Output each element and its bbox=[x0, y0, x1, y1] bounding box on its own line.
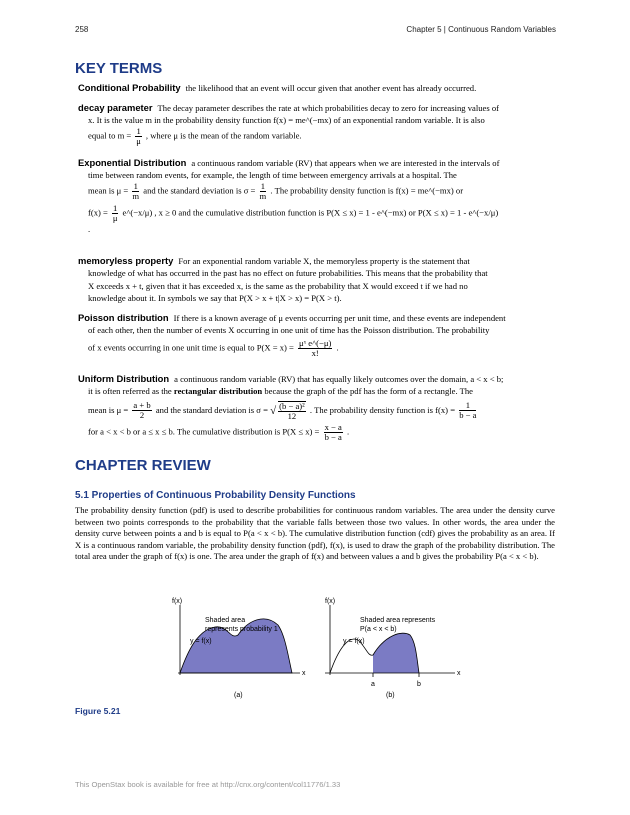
fraction-numerator: 1 bbox=[136, 125, 141, 136]
sqrt-sign: √ bbox=[270, 404, 277, 417]
curve-label-b: y = f(x) bbox=[343, 638, 365, 645]
text-fragment: equal to m = bbox=[88, 130, 132, 141]
chapter-header: Chapter 5 | Continuous Random Variables bbox=[406, 25, 556, 34]
fraction-denominator: μ bbox=[136, 135, 141, 146]
note-a-line2: represents probability 1 bbox=[205, 626, 278, 633]
term-conditional-probability bbox=[78, 82, 552, 94]
term-title: Poisson distribution bbox=[78, 312, 169, 323]
fraction bbox=[278, 401, 306, 421]
text-fragment: and the standard deviation is σ = bbox=[155, 404, 268, 415]
term-title: decay parameter bbox=[78, 102, 153, 113]
fraction bbox=[135, 127, 141, 146]
fraction-numerator: 1 bbox=[459, 401, 476, 411]
fraction-numerator: a + b bbox=[133, 400, 151, 411]
term-definition-line: knowledge of what has occurred in the past has no effect on future probabilities. This means that the probability that bbox=[88, 268, 488, 279]
curve-label-a: y = f(x) bbox=[190, 638, 212, 645]
text-fragment: . bbox=[336, 342, 339, 353]
text-fragment: because the graph of the pdf has the form of a rectangle. The bbox=[264, 386, 473, 397]
y-label-a: f(x) bbox=[172, 598, 183, 605]
term-title: Conditional Probability bbox=[78, 82, 181, 93]
page-number: 258 bbox=[75, 25, 89, 34]
term-definition-line: If there is a known average of μ events occurring per unit time, and these events are independent bbox=[173, 313, 506, 323]
term-definition-line bbox=[78, 204, 552, 223]
fraction-denominator: x! bbox=[311, 347, 319, 358]
text-fragment: , where μ is the mean of the random variable. bbox=[145, 130, 302, 141]
x-label-b: x bbox=[457, 670, 461, 677]
term-definition-line: time between random events, for example, the length of time between emergency arrivals at a hospital. The bbox=[88, 170, 457, 181]
key-terms-heading: KEY TERMS bbox=[75, 60, 163, 77]
figure-5-21 bbox=[170, 595, 470, 705]
term-poisson-distribution bbox=[78, 312, 552, 358]
fraction bbox=[112, 204, 118, 223]
term-definition-line bbox=[78, 423, 552, 442]
term-definition-line: The decay parameter describes the rate at which probabilities decay to zero for increasing values of bbox=[157, 103, 499, 113]
section-paragraph: The probability density function (pdf) is used to describe probabilities for continuous random variables. The area under the density curve between two points corresponds to the probability that the variable falls between those two values. In other words, the area under the density curve between points a and b is equal to P(a < x < b). The cumulative distribution function (cdf) gives the probability as an area. If X is a continuous random variable, the probability density function (pdf), f(x), is used to draw the graph of the probability distribution. The total area under the graph of f(x) is one. The area under the graph of f(x) and between values a and b gives the probability P(a < x < b). bbox=[75, 505, 555, 562]
fraction bbox=[260, 182, 267, 201]
fraction-denominator: μ bbox=[112, 212, 118, 223]
term-definition-line bbox=[78, 385, 552, 397]
fraction-denominator: 12 bbox=[287, 410, 297, 421]
chapter-review-heading: CHAPTER REVIEW bbox=[75, 457, 211, 474]
text-fragment: f(x) = bbox=[88, 207, 108, 218]
fraction bbox=[132, 401, 151, 420]
fraction-numerator: (b − a)² bbox=[279, 400, 305, 411]
text-fragment: e^(−x/μ) , x ≥ 0 and the cumulative distribution function is P(X ≤ x) = 1 - e^(−mx) or P(X ≤ x) = 1 - e^(−x/μ) bbox=[122, 207, 499, 218]
panel-b bbox=[325, 598, 461, 699]
term-definition-line: a continuous random variable (RV) that appears when we are interested in the intervals of bbox=[191, 158, 500, 168]
text-fragment: . bbox=[346, 426, 350, 437]
y-label-b: f(x) bbox=[325, 598, 336, 605]
note-b-line1: Shaded area represents bbox=[360, 617, 436, 624]
term-definition-line: of each other, then the number of events X occurring in one unit of time has the Poisson distribution. The probability bbox=[88, 325, 490, 336]
text-fragment: mean is μ = bbox=[88, 404, 129, 415]
caption-a: (a) bbox=[234, 692, 243, 699]
section-title: 5.1 Properties of Continuous Probability Density Functions bbox=[75, 490, 356, 501]
caption-b: (b) bbox=[386, 692, 395, 699]
footer: This OpenStax book is available for free at http://cnx.org/content/col11776/1.33 bbox=[75, 780, 341, 789]
panel-a bbox=[172, 598, 306, 699]
text-fragment: and the standard deviation is σ = bbox=[143, 185, 256, 196]
term-definition-line: x. It is the value m in the probability density function f(x) = me^(−mx) of an exponential random variable. It is also bbox=[88, 115, 485, 126]
fraction-numerator: x − a bbox=[324, 421, 342, 432]
note-b-line2: P(a < x < b) bbox=[360, 626, 397, 633]
term-definition-line bbox=[78, 182, 552, 201]
fraction-denominator: b − a bbox=[459, 410, 477, 421]
fraction-numerator: μˣ e^(−μ) bbox=[299, 337, 332, 348]
term-definition-line: For an exponential random variable X, the memoryless property is the statement that bbox=[178, 256, 470, 266]
fraction-denominator: 2 bbox=[139, 410, 145, 421]
text-fragment: . The probability density function is f(x) = bbox=[309, 404, 456, 415]
text-fragment: it is often referred as the bbox=[88, 386, 172, 397]
bold-term: rectangular distribution bbox=[173, 386, 263, 397]
text-fragment: for a < x < b or a ≤ x ≤ b. The cumulative distribution is P(X ≤ x) = bbox=[88, 426, 320, 437]
fraction-numerator: 1 bbox=[113, 202, 118, 213]
term-definition-line bbox=[78, 127, 552, 146]
term-decay-parameter bbox=[78, 102, 552, 146]
x-label-a: x bbox=[302, 670, 306, 677]
tick-label-b: b bbox=[417, 681, 421, 688]
term-memoryless-property bbox=[78, 255, 552, 305]
fraction bbox=[298, 339, 332, 358]
fraction bbox=[132, 182, 139, 201]
note-a-line1: Shaded area bbox=[205, 617, 246, 624]
term-title: Exponential Distribution bbox=[78, 157, 187, 168]
fraction-denominator: b − a bbox=[324, 431, 342, 442]
term-title: memoryless property bbox=[78, 255, 174, 266]
fraction-numerator: 1 bbox=[260, 180, 265, 191]
fraction-numerator: 1 bbox=[133, 180, 138, 191]
tick-label-a: a bbox=[371, 681, 375, 688]
fraction bbox=[324, 423, 343, 442]
term-definition-line bbox=[78, 339, 552, 358]
term-definition-line: X exceeds x + t, given that it has exceeded x, is the same as the probability that X would exceed t if we had no bbox=[88, 280, 468, 291]
term-definition-line bbox=[78, 401, 552, 421]
term-title: Uniform Distribution bbox=[78, 373, 170, 384]
figure-caption: Figure 5.21 bbox=[75, 706, 121, 716]
text-fragment: of x events occurring in one unit time is equal to P(X = x) = bbox=[88, 342, 294, 353]
text-fragment: mean is μ = bbox=[88, 185, 129, 196]
text-fragment: . The probability density function is f(x) = me^(−mx) or bbox=[270, 185, 464, 196]
term-exponential-distribution bbox=[78, 157, 552, 235]
fraction bbox=[459, 401, 476, 420]
fraction-denominator: m bbox=[259, 190, 267, 201]
term-definition: the likelihood that an event will occur given that another event has already occurred. bbox=[185, 83, 477, 93]
term-definition-line: knowledge about it. In symbols we say that P(X > x + t|X > x) = P(X > t). bbox=[88, 293, 342, 304]
term-definition-line: . bbox=[88, 223, 91, 234]
term-uniform-distribution bbox=[78, 373, 552, 442]
term-definition-line: a continuous random variable (RV) that has equally likely outcomes over the domain, a < x < b; bbox=[174, 374, 504, 384]
fraction-denominator: m bbox=[132, 190, 140, 201]
